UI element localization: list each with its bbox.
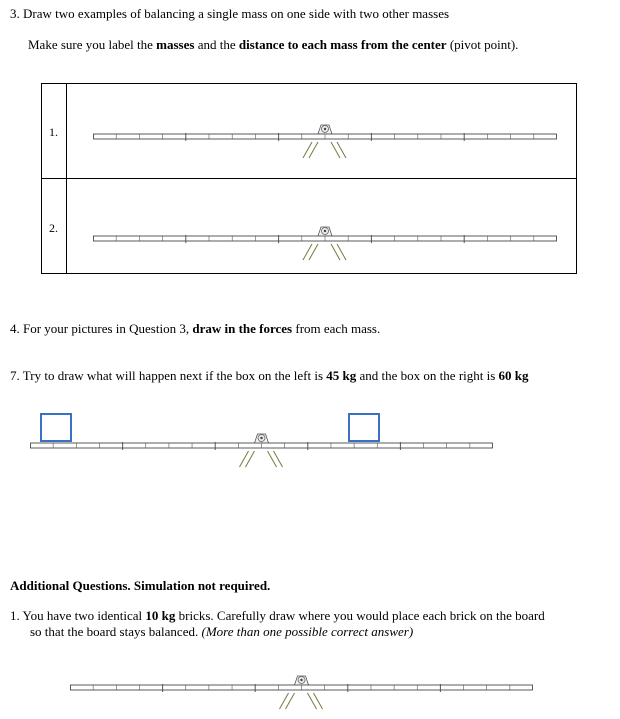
seesaw-q7[interactable] [30, 433, 493, 469]
pivot-center [324, 230, 326, 232]
seesaw-additional[interactable] [70, 675, 533, 711]
q4-prompt: 4. For your pictures in Question 3, draw in the forces from each mass. [10, 321, 381, 336]
additional-q1-line1: 1. You have two identical 10 kg bricks. Carefully draw where you would place each brick on the board [10, 608, 545, 623]
additional-heading: Additional Questions. Simulation not required. [10, 578, 271, 593]
row-label-2: 2. [49, 221, 58, 235]
q7-prompt: 7. Try to draw what will happen next if the box on the left is 45 kg and the box on the right is 60 kg [10, 368, 529, 383]
pivot-center [324, 128, 326, 130]
q3-title: 3. Draw two examples of balancing a single mass on one side with two other masses [10, 6, 450, 21]
row-label-1: 1. [49, 125, 58, 139]
seesaw-2[interactable] [93, 226, 557, 262]
seesaw-1[interactable] [93, 124, 557, 160]
q3-instruction: Make sure you label the masses and the distance to each mass from the center (pivot point). [28, 37, 519, 52]
pivot-center [260, 437, 262, 439]
additional-q1-line2: so that the board stays balanced. (More than one possible correct answer) [30, 624, 414, 639]
pivot-center [300, 679, 302, 681]
